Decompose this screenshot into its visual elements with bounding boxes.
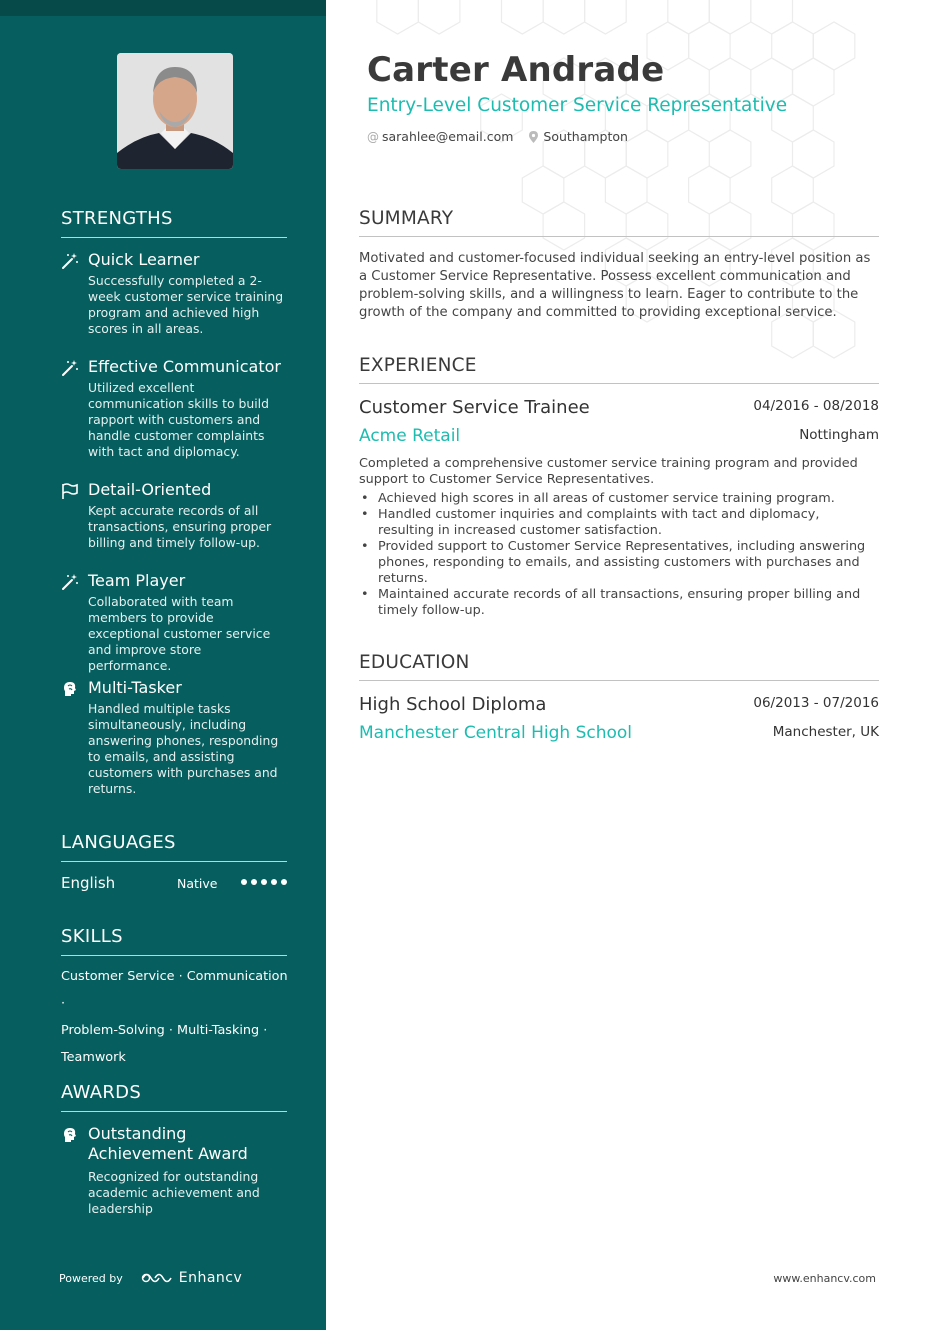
rating-dot [251,879,257,885]
hexagon-shape [709,130,751,178]
language-row [61,872,287,894]
rating-dot [241,879,247,885]
hexagon-shape [605,166,647,214]
skill-item: Problem-Solving [61,1023,165,1038]
strength-title: Multi-Tasker [88,678,182,697]
education-location: Manchester, UK [772,724,879,740]
experience-bullet: • Achieved high scores in all areas of customer service training program. [359,491,879,507]
brain-icon [61,680,79,698]
hexagon-shape [626,130,668,178]
strength-title: Quick Learner [88,250,200,269]
education-dates: 06/2013 - 07/2016 [753,695,879,711]
hexagon-shape [522,166,564,214]
award-description: Recognized for outstanding academic achievement and leadership [88,1169,260,1216]
hexagon-shape [502,0,544,34]
sidebar [0,0,326,1330]
experience-heading: EXPERIENCE [359,355,879,384]
rating-dot [261,879,267,885]
enhancv-logo-icon [141,1270,173,1286]
strength-description: Kept accurate records of all transactions, ensuring proper billing and timely follow-up. [88,503,272,550]
education-degree: High School Diploma [359,694,547,715]
flag-icon [61,482,79,500]
experience-company: Acme Retail [359,426,461,446]
summary-text: Motivated and customer-focused individual seeking an entry-level position as a Customer Service Representative. Possess excellent communication and problem-solving skills, and a willingness to learn. Eager to contribute to the growth of the company and committed to providing exceptional service. [359,251,871,320]
hexagon-shape [751,0,793,34]
experience-bullet: • Provided support to Customer Service Representatives, including answering phones, responding to emails, and assisting customers with purchases and returns. [359,539,879,587]
email[interactable]: sarahlee@email.com [382,129,514,144]
strength-description: Handled multiple tasks simultaneously, including answering phones, responding to emails, and assisting customers with purchases and returns. [88,701,279,796]
education-heading: EDUCATION [359,652,879,681]
language-rating [241,879,287,885]
skill-item: Customer Service [61,969,175,984]
enhancv-logo[interactable] [141,1270,243,1286]
contact-info [367,129,628,144]
skill-item: Communication [186,969,288,984]
experience-role: Customer Service Trainee [359,397,590,418]
awards-heading: AWARDS [61,1082,287,1112]
skills-list: Customer Service · Communication · Problem-Solving · Multi-Tasking · Teamwork [61,969,288,1065]
location: Southampton [543,129,628,144]
website-link[interactable]: www.enhancv.com [773,1272,876,1285]
hexagon-shape [793,130,835,178]
award-title: Outstanding Achievement Award [88,1124,248,1163]
hexagon-shape [772,166,814,214]
powered-by-label: Powered by [59,1271,123,1285]
magic-wand-icon [61,573,79,591]
hexagon-shape [689,166,731,214]
strength-description: Successfully completed a 2-week customer service training program and achieved high scores in all areas. [88,273,284,336]
language-level: Native [177,876,218,891]
languages-heading: LANGUAGES [61,832,287,862]
experience-description: Completed a comprehensive customer service training program and provided support to Customer Service Representatives. [359,456,858,487]
skills-heading: SKILLS [61,926,287,956]
strengths-heading: STRENGTHS [61,208,287,238]
magic-wand-icon [61,252,79,270]
location-pin-icon [529,131,538,143]
skill-item: Teamwork [61,1050,126,1065]
strength-title: Detail-Oriented [88,480,212,499]
candidate-name: Carter Andrade [367,50,665,90]
strength-title: Team Player [88,571,186,590]
hexagon-shape [377,0,419,34]
experience-bullet: • Handled customer inquiries and complaints with tact and diplomacy, resulting in increased customer satisfaction. [359,507,879,539]
education-school: Manchester Central High School [359,723,633,743]
language-name: English [61,874,116,892]
hexagon-shape [585,0,627,34]
enhancv-brand-name: Enhancv [178,1270,243,1286]
sidebar-top-bar [0,0,326,16]
brain-icon [61,1126,79,1144]
summary-heading: SUMMARY [359,208,879,237]
at-icon: @ [367,129,379,144]
experience-dates: 04/2016 - 08/2018 [753,398,879,414]
experience-location: Nottingham [799,427,879,443]
strength-title: Effective Communicator [88,357,281,376]
hexagon-shape [543,0,585,34]
profile-photo [117,53,233,169]
strength-description: Utilized excellent communication skills to build rapport with customers and handle customer complaints with tact and diplomacy. [88,380,269,459]
hexagon-shape [813,22,855,70]
skill-item: Multi-Tasking [177,1023,260,1038]
magic-wand-icon [61,359,79,377]
hexagon-shape [668,0,710,34]
strength-description: Collaborated with team members to provide exceptional customer service and improve store performance. [88,594,271,673]
hexagon-shape [772,22,814,70]
hexagon-shape [793,58,835,106]
hexagon-shape [689,22,731,70]
hexagon-shape [418,0,460,34]
hexagon-shape [709,0,751,34]
rating-dot [281,879,287,885]
experience-bullet: • Maintained accurate records of all transactions, ensuring proper billing and timely follow-up. [359,587,879,619]
powered-by [59,1270,242,1286]
rating-dot [271,879,277,885]
experience-bullets [359,491,879,619]
candidate-title: Entry-Level Customer Service Representative [367,95,788,116]
